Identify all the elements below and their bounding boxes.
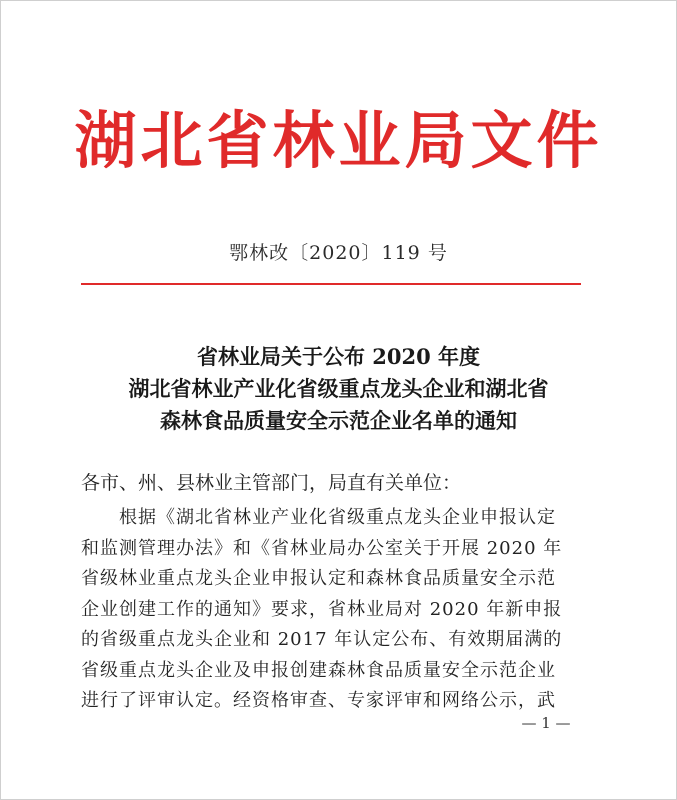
body-line: 进行了评审认定。经资格审查、专家评审和网络公示，武 xyxy=(81,690,556,711)
salutation: 各市、州、县林业主管部门，局直有关单位： xyxy=(81,472,462,494)
notice-title-line: 湖北省林业产业化省级重点龙头企业和湖北省 xyxy=(128,376,549,401)
notice-title-line: 森林食品质量安全示范企业名单的通知 xyxy=(160,408,517,433)
red-divider-line xyxy=(81,283,581,285)
document-header-title: 湖北省林业局文件 xyxy=(74,104,603,177)
body-line: 和监测管理办法》和《省林业局办公室关于开展 2020 年 xyxy=(81,537,563,559)
body-text xyxy=(81,503,601,717)
body-line: 省级重点龙头企业及申报创建森林食品质量安全示范企业 xyxy=(81,659,556,681)
body-line: 根据《湖北省林业产业化省级重点龙头企业申报认定 xyxy=(119,507,556,528)
notice-title-line: 省林业局关于公布 2020 年度 xyxy=(196,344,481,369)
notice-title xyxy=(1,341,676,437)
document-number: 鄂林改〔2020〕119 号 xyxy=(229,242,448,264)
body-line: 省级林业重点龙头企业申报认定和森林食品质量安全示范 xyxy=(81,568,556,589)
body-line: 企业创建工作的通知》要求，省林业局对 2020 年新申报 xyxy=(81,598,563,620)
body-line: 的省级重点龙头企业和 2017 年认定公布、有效期届满的 xyxy=(81,629,563,650)
page-number: — 1 — xyxy=(521,714,571,732)
